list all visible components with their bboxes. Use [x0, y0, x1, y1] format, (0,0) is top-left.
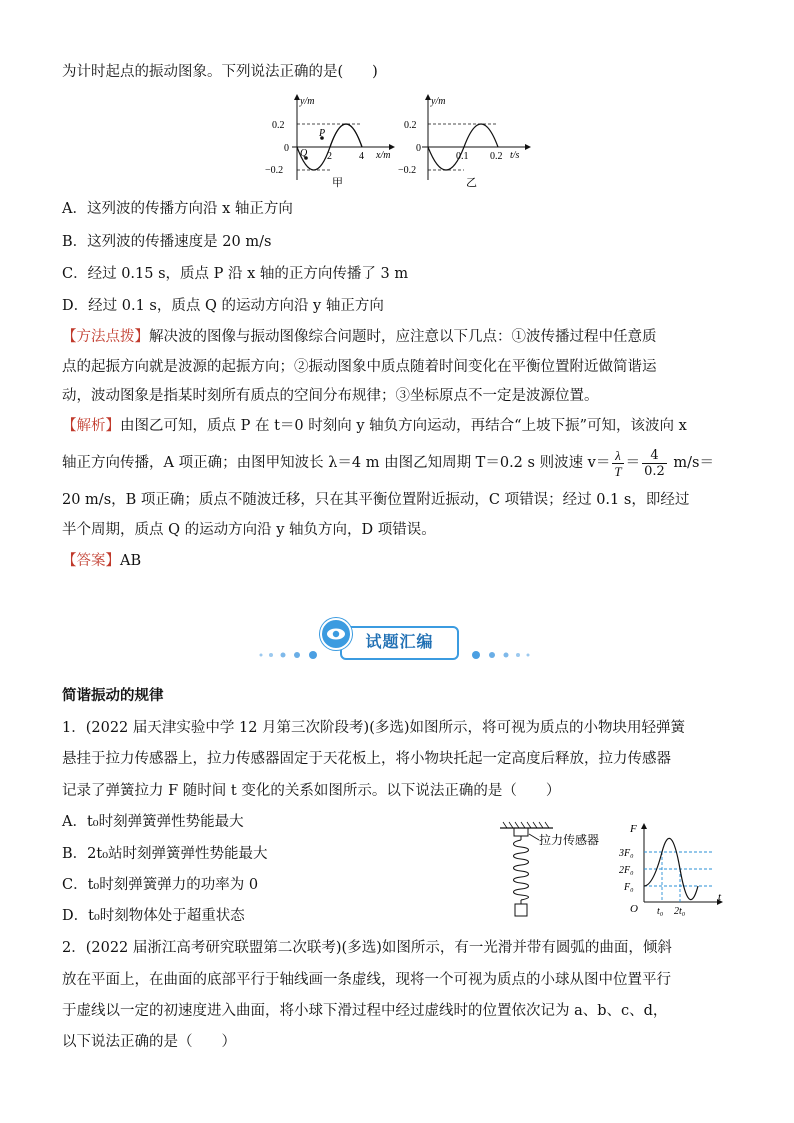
yi-tick-y-top: 0.2 — [404, 120, 417, 131]
fraction-4-over-02 — [642, 448, 667, 479]
force-time-graph — [618, 820, 728, 920]
yi-y-label: y/m — [431, 96, 446, 107]
yi-tick-y-zero: 0 — [416, 143, 421, 154]
method-line-1 — [62, 327, 657, 347]
jia-tick-y-top: 0.2 — [272, 120, 285, 131]
jia-tick-x-4: 4 — [359, 151, 364, 162]
q2-line-1: 2．(2022 届浙江高考研究联盟第二次联考)(多选)如图所示，有一光滑并带有圆弧的曲面，倾斜 — [62, 940, 672, 956]
frac1-den: T — [614, 463, 622, 479]
analysis-line-4: 半个周期，质点 Q 的运动方向沿 y 轴负方向，D 项错误。 — [62, 522, 436, 538]
answer-value: AB — [120, 553, 142, 569]
force-y-label: F — [630, 823, 637, 835]
option-d: D．经过 0.1 s，质点 Q 的运动方向沿 y 轴正方向 — [62, 298, 384, 314]
q1-option-c: C．t₀时刻弹簧弹力的功率为 0 — [62, 877, 259, 893]
yi-caption: 乙 — [466, 177, 477, 189]
banner-dots-left — [255, 648, 335, 662]
q1-option-d: D．t₀时刻物体处于超重状态 — [62, 908, 245, 924]
equals-sign: ＝ — [625, 455, 641, 471]
analysis-line-2 — [62, 444, 714, 482]
sensor-label: 拉力传感器 — [539, 833, 600, 847]
analysis-line-1 — [62, 416, 687, 436]
option-b: B．这列波的传播速度是 20 m/s — [62, 234, 272, 250]
jia-x-label: x/m — [376, 150, 391, 161]
frac2-num: 4 — [642, 448, 667, 464]
force-x-label: t — [718, 891, 722, 903]
option-a: A．这列波的传播方向沿 x 轴正方向 — [62, 201, 293, 217]
q2-line-2: 放在平面上，在曲面的底部平行于轴线画一条虚线，现将一个可视为质点的小球从图中位置平行 — [62, 972, 671, 988]
yi-tick-x-01: 0.1 — [456, 151, 469, 162]
jia-caption: 甲 — [332, 177, 343, 189]
eye-icon — [320, 618, 352, 650]
method-line-3: 动，波动图象是指某时刻所有质点的空间分布规律；③坐标原点不一定是波源位置。 — [62, 388, 599, 404]
force-tick-f0: F₀ — [624, 882, 634, 893]
spring-sensor-figure — [495, 820, 625, 920]
question-stem-tail: 为计时起点的振动图象。下列说法正确的是( ) — [62, 64, 378, 80]
jia-tick-y-zero: 0 — [284, 143, 289, 154]
force-tick-2t0: 2t₀ — [674, 906, 686, 917]
option-c: C．经过 0.15 s，质点 P 沿 x 轴的正方向传播了 3 m — [62, 266, 409, 282]
method-tag: 【方法点拨】 — [62, 329, 149, 345]
jia-point-p: P — [319, 128, 326, 139]
q2-line-3: 于虚线以一定的初速度进入曲面，将小球下滑过程中经过虚线时的位置依次记为 a、b、c、d， — [62, 1003, 668, 1019]
q1-line-3: 记录了弹簧拉力 F 随时间 t 变化的关系如图所示。以下说法正确的是（ ） — [62, 783, 561, 799]
frac2-den: 0.2 — [644, 463, 665, 479]
force-tick-2f0: 2F₀ — [619, 865, 634, 876]
answer-tag: 【答案】 — [62, 553, 120, 569]
force-origin: O — [630, 903, 638, 915]
answer-line — [62, 551, 141, 571]
q1-option-a: A．t₀时刻弹簧弹性势能最大 — [62, 814, 244, 830]
analysis-text-2b: m/s＝ — [668, 455, 714, 471]
q1-line-1: 1．(2022 届天津实验中学 12 月第三次阶段考)(多选)如图所示，将可视为质点的小物块用轻弹簧 — [62, 720, 686, 736]
yi-tick-y-bottom: −0.2 — [398, 165, 417, 176]
fraction-lambda-over-t — [612, 448, 623, 479]
method-line-2: 点的起振方向就是波源的起振方向；②振动图象中质点随着时间变化在平衡位置附近做简谐运 — [62, 359, 657, 375]
analysis-line-3: 20 m/s，B 项正确；质点不随波迁移，只在其平衡位置附近振动，C 项错误；经过 0.1 s，即经过 — [62, 492, 690, 508]
jia-y-label: y/m — [300, 96, 315, 107]
q2-line-4: 以下说法正确的是（ ） — [62, 1034, 236, 1050]
force-tick-3f0: 3F₀ — [619, 848, 634, 859]
frac1-num: λ — [612, 448, 623, 464]
yi-x-label: t/s — [510, 150, 520, 161]
yi-tick-x-02: 0.2 — [490, 151, 503, 162]
analysis-text-2a: 轴正方向传播，A 项正确；由图甲知波长 λ＝4 m 由图乙知周期 T＝0.2 s 则波速 v＝ — [62, 455, 611, 471]
banner-dots-right — [466, 648, 546, 662]
force-tick-t0: t₀ — [657, 906, 664, 917]
vibration-graph-yi — [400, 90, 540, 190]
jia-tick-y-bottom: −0.2 — [265, 165, 284, 176]
wave-graph-jia — [262, 90, 402, 190]
section-heading: 简谐振动的规律 — [62, 687, 164, 704]
q1-line-2: 悬挂于拉力传感器上，拉力传感器固定于天花板上，将小物块托起一定高度后释放，拉力传感器 — [62, 751, 671, 767]
analysis-tag: 【解析】 — [62, 418, 120, 434]
jia-tick-x-2: 2 — [327, 151, 332, 162]
method-text-1: 解决波的图像与振动图像综合问题时，应注意以下几点：①波传播过程中任意质 — [149, 329, 657, 345]
jia-point-q: Q — [300, 148, 308, 159]
q1-option-b: B．2t₀站时刻弹簧弹性势能最大 — [62, 846, 268, 862]
banner-title: 试题汇编 — [340, 626, 459, 660]
analysis-text-1: 由图乙可知，质点 P 在 t＝0 时刻向 y 轴负方向运动，再结合“上坡下振”可知，该波向 x — [120, 418, 687, 434]
